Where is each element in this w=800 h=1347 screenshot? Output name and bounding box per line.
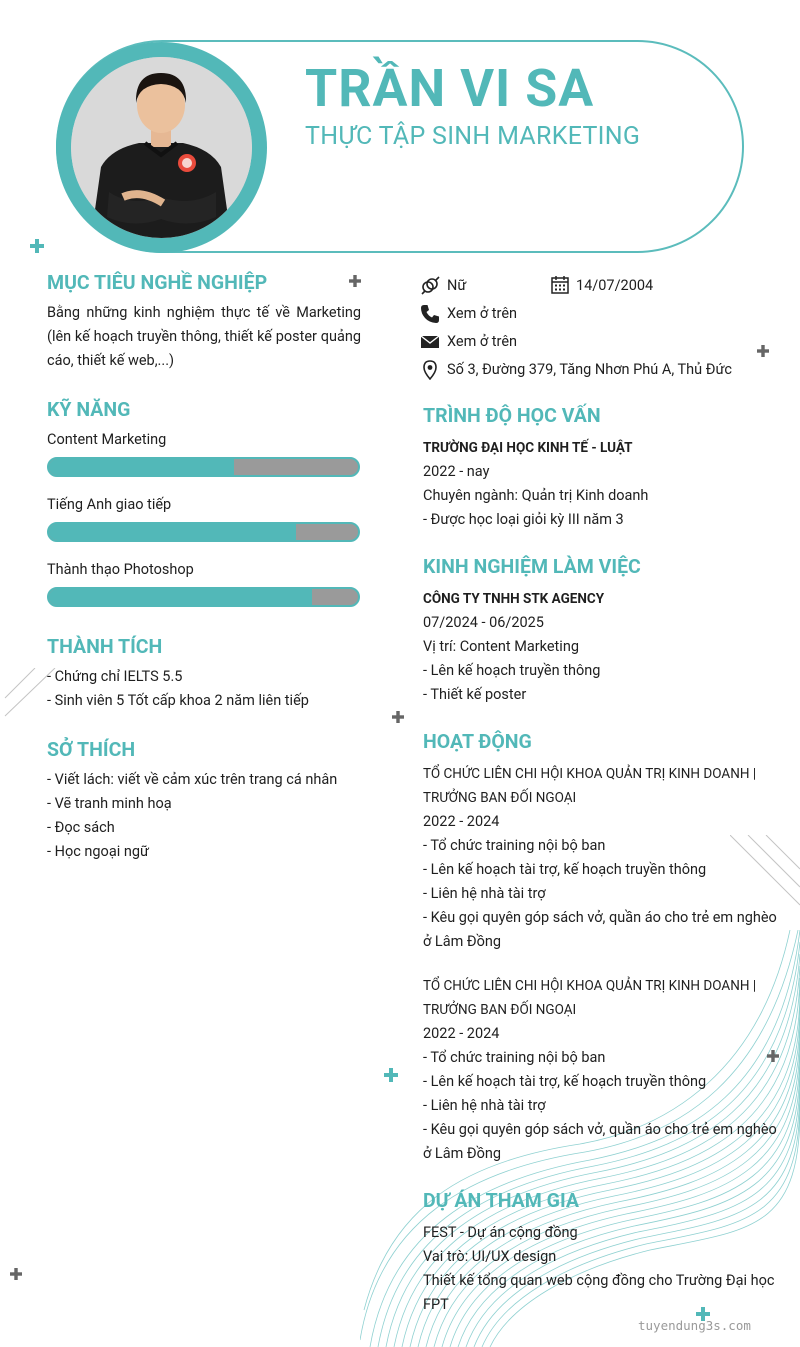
diagonal-lines-decoration xyxy=(730,835,800,910)
skill-level-bar xyxy=(47,522,360,542)
activity-role: TRƯỞNG BAN ĐỐI NGOẠI xyxy=(423,1002,577,1018)
address-value: Số 3, Đường 379, Tăng Nhơn Phú A, Thủ Đức xyxy=(447,361,733,378)
gender-value: Nữ xyxy=(447,277,467,294)
skill-label: Content Marketing xyxy=(47,431,167,448)
experience-period: 07/2024 - 06/2025 xyxy=(423,614,544,631)
phone-icon xyxy=(420,304,440,324)
section-title-objective: MỤC TIÊU NGHỀ NGHIỆP xyxy=(47,271,268,294)
project-line: Thiết kế tổng quan web cộng đồng cho Trường Đại học xyxy=(423,1272,775,1289)
section-title-achievements: THÀNH TÍCH xyxy=(47,635,163,658)
achievement-item: - Sinh viên 5 Tốt cấp khoa 2 năm liên tiếp xyxy=(47,692,309,709)
project-line: FEST - Dự án cộng đồng xyxy=(423,1224,578,1241)
section-title-projects: DỰ ÁN THAM GIA xyxy=(423,1189,579,1212)
education-school: TRƯỜNG ĐẠI HỌC KINH TẾ - LUẬT xyxy=(423,440,633,456)
hobby-item: - Viết lách: viết về cảm xúc trên trang cá nhân xyxy=(47,771,338,788)
birthdate-value: 14/07/2004 xyxy=(576,277,654,294)
activity-task: ở Lâm Đồng xyxy=(423,933,502,950)
skill-level-bar xyxy=(47,457,360,477)
section-title-experience: KINH NGHIỆM LÀM VIỆC xyxy=(423,555,641,578)
hobby-item: - Học ngoại ngữ xyxy=(47,843,149,860)
skill-label: Tiếng Anh giao tiếp xyxy=(47,496,172,513)
activity-org: TỔ CHỨC LIÊN CHI HỘI KHOA QUẢN TRỊ KINH DOANH | xyxy=(423,766,757,782)
email-value: Xem ở trên xyxy=(447,333,518,350)
plus-decoration xyxy=(392,711,404,723)
activity-task: - Tổ chức training nội bộ ban xyxy=(423,837,606,854)
plus-decoration xyxy=(384,1068,398,1082)
section-title-education: TRÌNH ĐỘ HỌC VẤN xyxy=(423,404,601,427)
activity-task: - Kêu gọi quyên góp sách vở, quần áo cho trẻ em nghèo xyxy=(423,1121,777,1138)
plus-decoration xyxy=(10,1268,22,1280)
skill-level-fill xyxy=(49,589,312,605)
watermark: tuyendung3s.com xyxy=(638,1318,751,1333)
calendar-icon xyxy=(550,275,570,295)
section-title-activities: HOẠT ĐỘNG xyxy=(423,730,532,753)
candidate-role: THỰC TẬP SINH MARKETING xyxy=(305,122,641,151)
activity-task: - Lên kế hoạch tài trợ, kế hoạch truyền thông xyxy=(423,1073,707,1090)
gender-icon xyxy=(420,276,440,296)
plus-decoration xyxy=(30,239,44,253)
education-major: Chuyên ngành: Quản trị Kinh doanh xyxy=(423,487,649,504)
skill-label: Thành thạo Photoshop xyxy=(47,561,194,578)
plus-decoration xyxy=(767,1050,779,1062)
objective-text: Bằng những kinh nghiệm thực tế về Marketing (lên kế hoạch truyền thông, thiết kế poster quảng cáo, thiết kế web,...) xyxy=(47,304,361,369)
activity-task: - Tổ chức training nội bộ ban xyxy=(423,1049,606,1066)
project-line: Vai trò: UI/UX design xyxy=(423,1248,557,1265)
project-line: FPT xyxy=(423,1296,449,1313)
achievement-item: - Chứng chỉ IELTS 5.5 xyxy=(47,668,183,685)
activity-task: - Liên hệ nhà tài trợ xyxy=(423,885,546,902)
activity-period: 2022 - 2024 xyxy=(423,1025,500,1042)
email-icon xyxy=(420,332,440,352)
experience-task: - Thiết kế poster xyxy=(423,686,527,703)
avatar xyxy=(71,57,252,238)
avatar-photo xyxy=(71,57,252,238)
skill-level-bar xyxy=(47,587,360,607)
activity-period: 2022 - 2024 xyxy=(423,813,500,830)
activity-task: - Lên kế hoạch tài trợ, kế hoạch truyền thông xyxy=(423,861,707,878)
activity-org: TỔ CHỨC LIÊN CHI HỘI KHOA QUẢN TRỊ KINH DOANH | xyxy=(423,978,757,994)
hobby-item: - Vẽ tranh minh hoạ xyxy=(47,795,172,812)
phone-value: Xem ở trên xyxy=(447,305,518,322)
experience-task: - Lên kế hoạch truyền thông xyxy=(423,662,601,679)
section-title-hobbies: SỞ THÍCH xyxy=(47,738,136,761)
education-period: 2022 - nay xyxy=(423,463,490,480)
education-note: - Được học loại giỏi kỳ III năm 3 xyxy=(423,511,624,528)
activity-task: ở Lâm Đồng xyxy=(423,1145,502,1162)
skill-level-fill xyxy=(49,459,234,475)
experience-position: Vị trí: Content Marketing xyxy=(423,638,579,655)
candidate-name: TRẦN VI SA xyxy=(305,58,595,119)
plus-decoration xyxy=(349,275,361,287)
skill-level-fill xyxy=(49,524,296,540)
hobby-item: - Đọc sách xyxy=(47,819,115,836)
location-icon xyxy=(420,360,440,380)
section-title-skills: KỸ NĂNG xyxy=(47,398,131,421)
experience-company: CÔNG TY TNHH STK AGENCY xyxy=(423,591,605,607)
activity-task: - Liên hệ nhà tài trợ xyxy=(423,1097,546,1114)
plus-decoration xyxy=(757,345,769,357)
activity-task: - Kêu gọi quyên góp sách vở, quần áo cho trẻ em nghèo xyxy=(423,909,777,926)
activity-role: TRƯỞNG BAN ĐỐI NGOẠI xyxy=(423,790,577,806)
